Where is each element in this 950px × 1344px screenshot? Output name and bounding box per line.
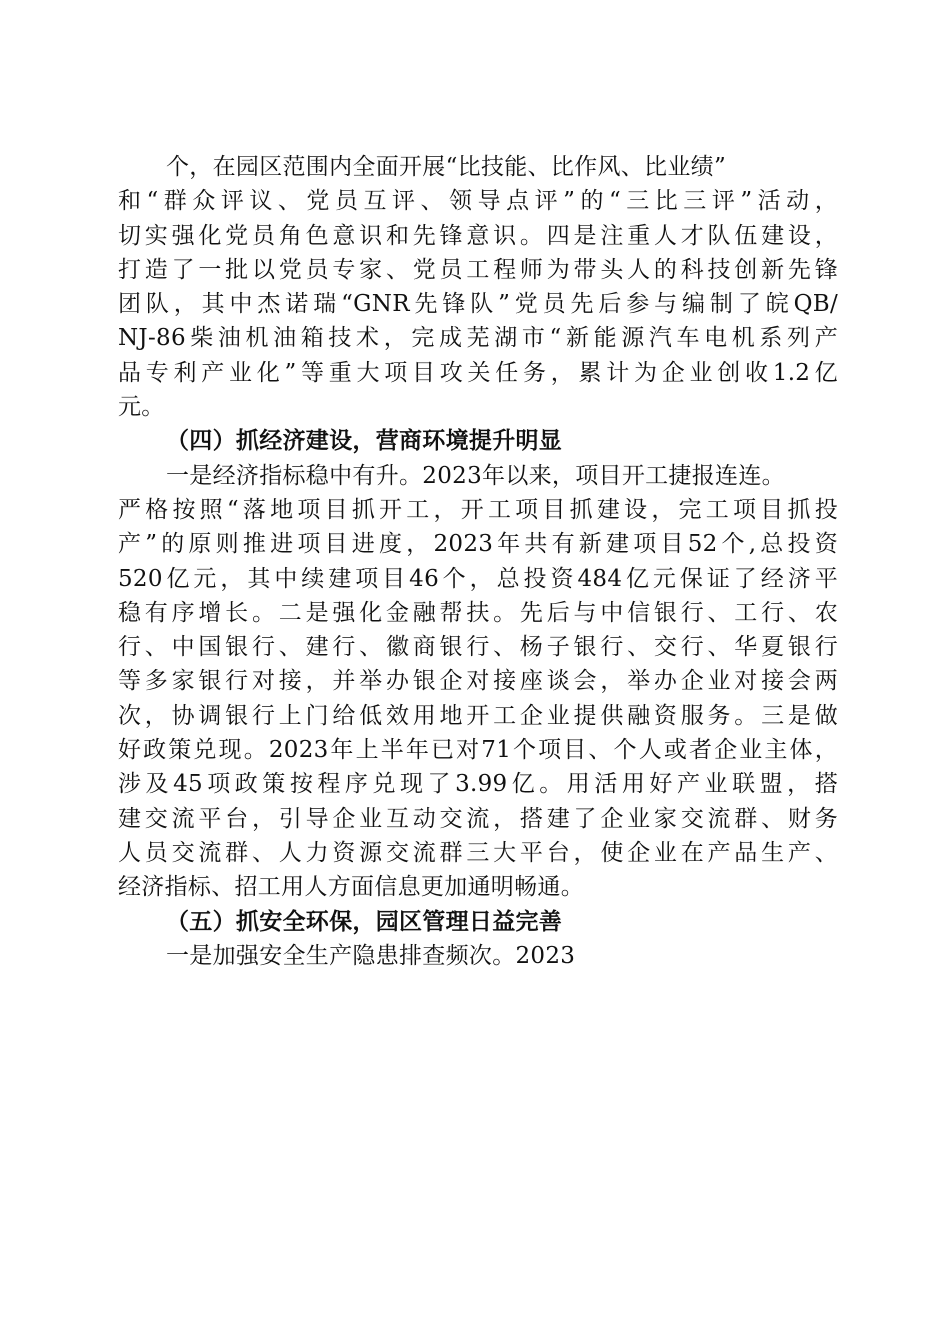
document-body	[118, 150, 838, 973]
section-heading: （五）抓安全环保，园区管理日益完善	[166, 907, 563, 935]
paragraph-line: 严格按照“落地项目抓开工，开工项目抓建设，完工项目抓投	[118, 496, 838, 523]
paragraph-line: NJ-86柴油机油箱技术，完成芜湖市“新能源汽车电机系列产	[118, 325, 838, 352]
paragraph-line: 打造了一批以党员专家、党员工程师为带头人的科技创新先锋	[118, 256, 838, 283]
paragraph-line: 经济指标、招工用人方面信息更加通明畅通。	[118, 874, 584, 901]
paragraph-line: 品专利产业化”等重大项目攻关任务，累计为企业创收1.2亿	[118, 359, 838, 386]
paragraph-line: 一是加强安全生产隐患排查频次。2023	[166, 942, 576, 969]
paragraph-line: 团队，其中杰诺瑞“GNR先锋队”党员先后参与编制了皖QB/	[118, 291, 838, 318]
paragraph-line: 520亿元，其中续建项目46个，总投资484亿元保证了经济平	[118, 565, 838, 592]
paragraph-line: 人员交流群、人力资源交流群三大平台，使企业在产品生产、	[118, 839, 838, 866]
paragraph-line: 切实强化党员角色意识和先锋意识。四是注重人才队伍建设，	[118, 222, 838, 249]
paragraph-line: 好政策兑现。2023年上半年已对71个项目、个人或者企业主体，	[118, 737, 838, 764]
paragraph-line: 个，在园区范围内全面开展“比技能、比作风、比业绩”	[166, 154, 727, 180]
paragraph-line: 元。	[118, 394, 165, 421]
paragraph-line: 等多家银行对接，并举办银企对接座谈会，举办企业对接会两	[118, 668, 838, 695]
paragraph-line: 建交流平台，引导企业互动交流，搭建了企业家交流群、财务	[118, 805, 838, 832]
paragraph-line: 和“群众评议、党员互评、领导点评”的“三比三评”活动，	[118, 188, 838, 215]
paragraph-line: 次，协调银行上门给低效用地开工企业提供融资服务。三是做	[118, 702, 838, 729]
paragraph-line: 产”的原则推进项目进度，2023年共有新建项目52个,总投资	[118, 531, 838, 558]
paragraph-line: 涉及45项政策按程序兑现了3.99亿。用活用好产业联盟，搭	[118, 771, 838, 798]
paragraph-line: 行、中国银行、建行、徽商银行、杨子银行、交行、华夏银行	[118, 634, 838, 661]
paragraph-line: 一是经济指标稳中有升。2023年以来，项目开工捷报连连。	[166, 462, 785, 489]
section-heading: （四）抓经济建设，营商环境提升明显	[166, 427, 563, 455]
paragraph-line: 稳有序增长。二是强化金融帮扶。先后与中信银行、工行、农	[118, 599, 838, 626]
